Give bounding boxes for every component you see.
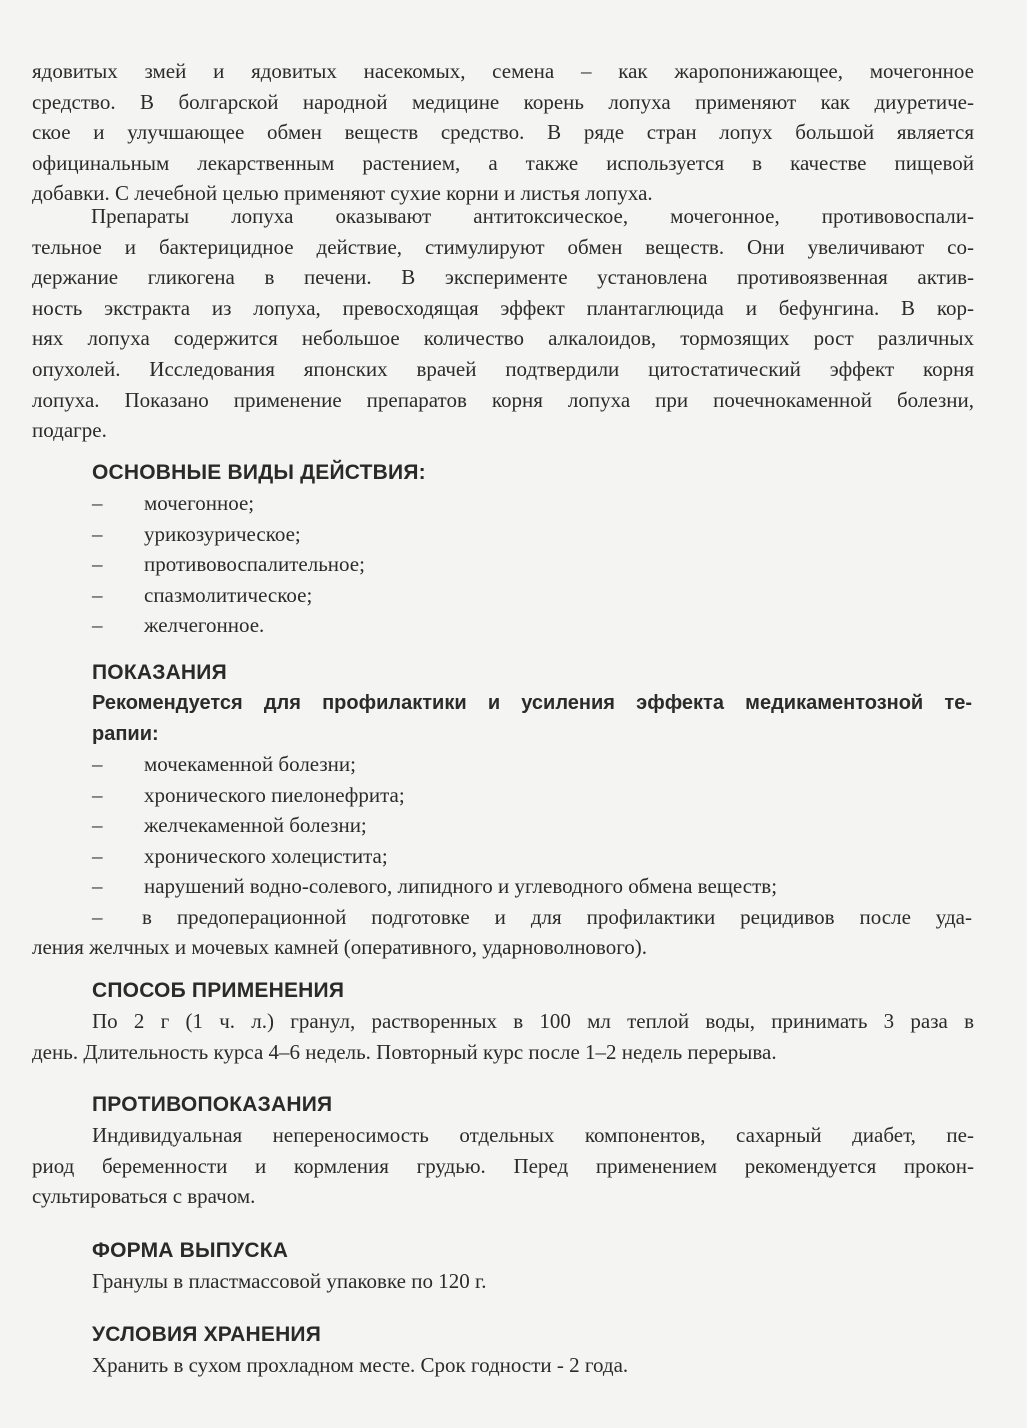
indications-list [92, 749, 972, 902]
contraindications-line: Индивидуальная непереносимость отдельных компонентов, сахарный диабет, пе- [92, 1123, 974, 1147]
usage-heading: СПОСОБ ПРИМЕНЕНИЯ [92, 979, 345, 1002]
list-item-text: урикозурическое; [144, 521, 301, 546]
description-line: держание гликогена в печени. В эксперименте установлена противоязвенная актив- [32, 265, 974, 290]
form-heading: ФОРМА ВЫПУСКА [92, 1239, 289, 1262]
actions-list [92, 488, 972, 641]
list-item-text: противовоспалительное; [144, 552, 365, 576]
list-item-text: мочегонное; [144, 491, 255, 515]
description-paragraph [32, 201, 974, 446]
list-item-text: мочекаменной болезни; [144, 752, 356, 776]
list-dash: – [92, 813, 103, 837]
list-item-text: хронического холецистита; [144, 843, 388, 868]
intro-line: ядовитых змей и ядовитых насекомых, семена – как жаропонижающее, мочегонное [32, 59, 974, 83]
description-line: тельное и бактерицидное действие, стимулируют обмен веществ. Они увеличивают со- [32, 234, 974, 259]
list-item-text: хронического пиелонефрита; [144, 782, 405, 807]
list-item [92, 519, 972, 550]
list-item [92, 780, 972, 811]
list-item-text: спазмолитическое; [144, 582, 313, 607]
contraindications-section [32, 1090, 974, 1212]
indications-last-item-line: ления желчных и мочевых камней (оперативного, ударноволнового). [32, 935, 648, 960]
contraindications-line: сультироваться с врачом. [32, 1184, 256, 1209]
list-dash: – [92, 491, 103, 515]
intro-line: добавки. С лечебной целью применяют сухие корни и листья лопуха. [32, 181, 653, 206]
description-line: лопуха. Показано применение препаратов корня лопуха при почечнокаменной болезни, [32, 387, 974, 412]
contraindications-heading: ПРОТИВОПОКАЗАНИЯ [92, 1093, 333, 1116]
actions-heading: ОСНОВНЫЕ ВИДЫ ДЕЙСТВИЯ: [92, 461, 426, 484]
usage-line: день. Длительность курса 4–6 недель. Повторный курс после 1–2 недель перерыва. [32, 1039, 777, 1064]
usage-section [32, 976, 974, 1067]
indications-heading: ПОКАЗАНИЯ [92, 661, 227, 684]
list-dash: – [92, 552, 103, 576]
list-item [92, 841, 972, 872]
intro-line: официнальным лекарственным растением, а также используется в качестве пищевой [32, 150, 974, 175]
description-line: опухолей. Исследования японских врачей подтвердили цитостатический эффект корня [32, 356, 974, 381]
list-item [92, 871, 972, 902]
list-dash: – [92, 752, 103, 776]
storage-heading: УСЛОВИЯ ХРАНЕНИЯ [92, 1323, 322, 1346]
list-item-text: нарушений водно-солевого, липидного и углеводного обмена веществ; [144, 874, 778, 898]
indications-subheading-line: Рекомендуется для профилактики и усиления эффекта медикаментозной те- [92, 692, 972, 714]
actions-section [92, 458, 972, 641]
intro-line: ское и улучшающее обмен веществ средство. В ряде стран лопух большой является [32, 120, 974, 145]
list-item-text: желчегонное. [144, 613, 265, 637]
list-item [92, 749, 972, 780]
indications-last-item [32, 902, 972, 963]
list-dash: – [92, 521, 103, 546]
indications-section [32, 658, 972, 963]
list-item-text: в предоперационной подготовке и для профилактики рецидивов после уда- [142, 904, 972, 929]
storage-text: Хранить в сухом прохладном месте. Срок годности - 2 года. [92, 1353, 629, 1377]
list-item [92, 610, 972, 641]
description-line: ность экстракта из лопуха, превосходящая эффект плантаглюцида и бефунгина. В кор- [32, 295, 974, 320]
list-dash: – [92, 904, 103, 929]
indications-last-item-line [32, 902, 972, 933]
description-line: подагре. [32, 418, 107, 443]
contraindications-text [32, 1120, 974, 1212]
form-text: Гранулы в пластмассовой упаковке по 120 г. [92, 1269, 487, 1293]
contraindications-line: риод беременности и кормления грудью. Перед применением рекомендуется прокон- [32, 1153, 974, 1178]
list-dash: – [92, 613, 103, 637]
list-dash: – [92, 582, 103, 607]
list-dash: – [92, 782, 103, 807]
indications-subheading [92, 688, 972, 749]
list-item-text: желчекаменной болезни; [144, 813, 367, 837]
form-section [92, 1236, 972, 1297]
storage-section [92, 1320, 972, 1381]
list-item [92, 488, 972, 519]
description-line: нях лопуха содержится небольшое количество алкалоидов, тормозящих рост различных [32, 326, 974, 351]
usage-line: По 2 г (1 ч. л.) гранул, растворенных в 100 мл теплой воды, принимать 3 раза в [92, 1009, 974, 1033]
list-item [92, 580, 972, 611]
list-item [92, 549, 972, 580]
description-line: Препараты лопуха оказывают антитоксическое, мочегонное, противовоспали- [91, 204, 974, 228]
list-dash: – [92, 874, 103, 898]
indications-subheading-line: рапии: [92, 722, 159, 745]
intro-paragraph [32, 56, 974, 209]
list-item [92, 810, 972, 841]
list-dash: – [92, 843, 103, 868]
intro-line: средство. В болгарской народной медицине корень лопуха применяют как диуретиче- [32, 89, 974, 114]
usage-text [32, 1006, 974, 1067]
